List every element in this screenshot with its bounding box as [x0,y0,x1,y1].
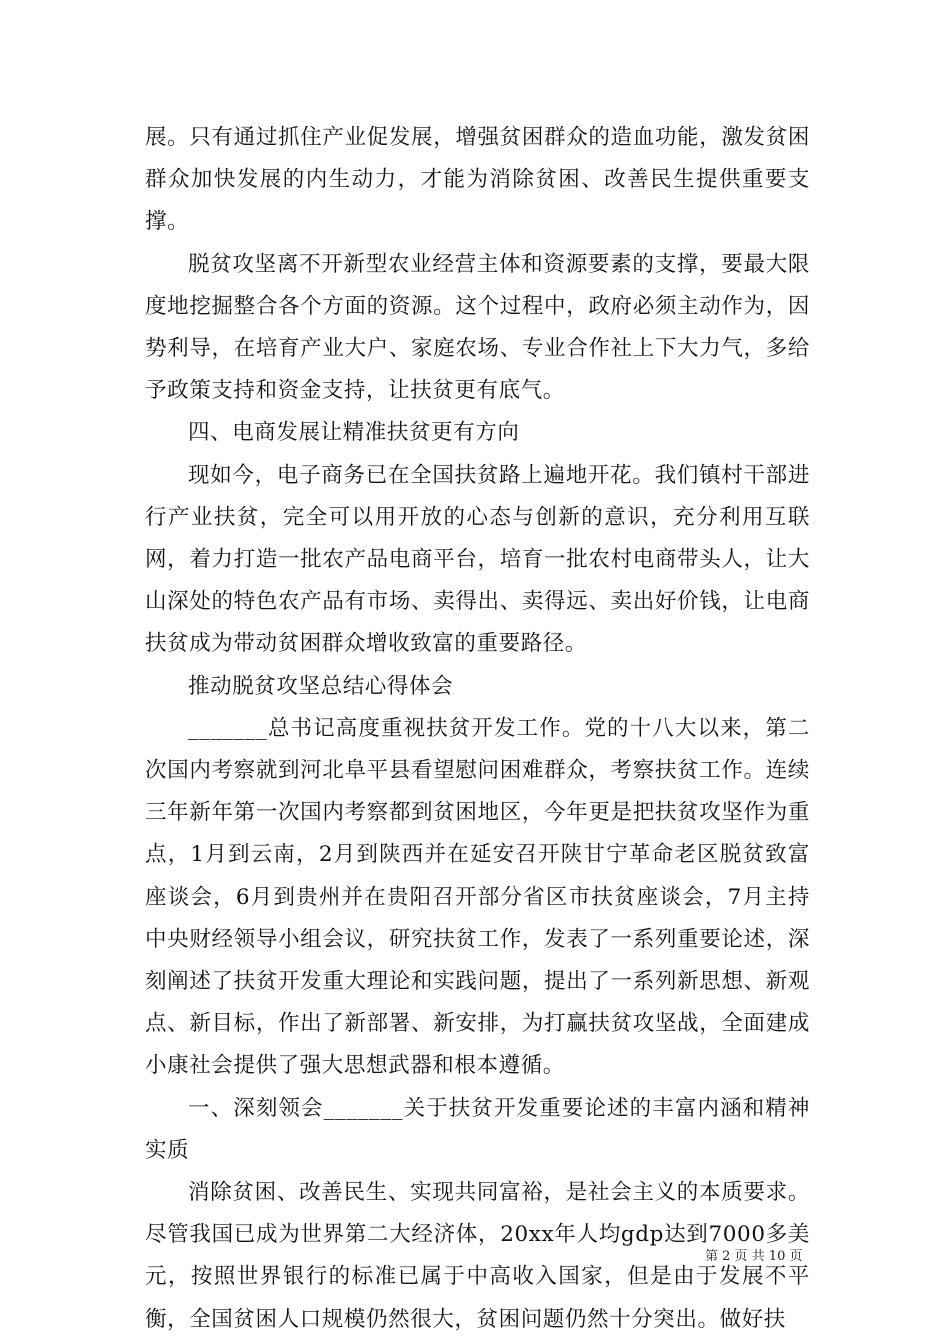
page-number-footer: 第 2 页 共 10 页 [705,1249,803,1264]
paragraph-4: _______总书记高度重视扶贫开发工作。党的十八大以来，第二次国内考察就到河北阜平县看望慰问困难群众，考察扶贫工作。连续三年新年第一次国内考察都到贫困地区，今年更是把扶贫攻坚作为重点，1月到云南，2月到陕西并在延安召开陕甘宁革命老区脱贫致富座谈会，6月到贵州并在贵阳召开部分省区市扶贫座谈会，7月主持中央财经领导小组会议，研究扶贫工作，发表了一系列重要论述，深刻阐述了扶贫开发重大理论和实践问题，提出了一系列新思想、新观点、新目标，作出了新部署、新安排，为打赢扶贫攻坚战，全面建成小康社会提供了强大思想武器和根本遵循。 [145,715,810,1079]
section-heading-1: 一、深刻领会_______关于扶贫开发重要论述的丰富内涵和精神实质 [145,1095,810,1163]
paragraph-2: 脱贫攻坚离不开新型农业经营主体和资源要素的支撑，要最大限度地挖掘整合各个方面的资源。这个过程中，政府必须主动作为，因势利导，在培育产业大户、家庭农场、专业合作社上下大力气，多给予政策支持和资金支持，让扶贫更有底气。 [145,251,810,404]
document-body [145,117,810,1341]
article-title: 推动脱贫攻坚总结心得体会 [188,673,454,699]
section-heading-4: 四、电商发展让精准扶贫更有方向 [188,420,520,446]
paragraph-3: 现如今，电子商务已在全国扶贫路上遍地开花。我们镇村干部进行产业扶贫，完全可以用开放的心态与创新的意识，充分利用互联网，着力打造一批农产品电商平台，培育一批农村电商带头人，让大山深处的特色农产品有市场、卖得出、卖得远、卖出好价钱，让电商扶贫成为带动贫困群众增收致富的重要路径。 [145,462,810,657]
paragraph-1: 展。只有通过抓住产业促发展，增强贫困群众的造血功能，激发贫困群众加快发展的内生动力，才能为消除贫困、改善民生提供重要支撑。 [145,125,810,235]
paragraph-5: 消除贫困、改善民生、实现共同富裕，是社会主义的本质要求。尽管我国已成为世界第二大经济体，20xx年人均gdp达到7000多美元，按照世界银行的标准已属于中高收入国家，但是由于发展不平衡，全国贫困人口规模仍然很大，贫困问题仍然十分突出。做好扶 [145,1180,810,1332]
